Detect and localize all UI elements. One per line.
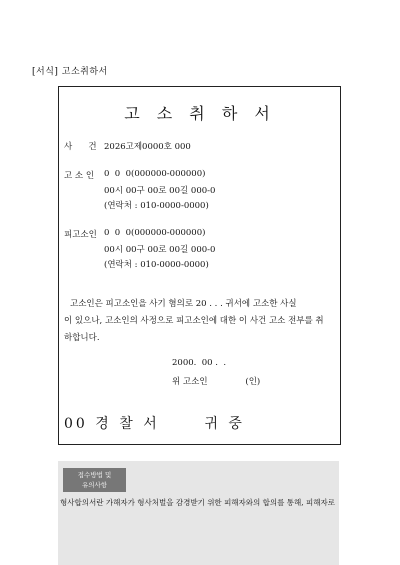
case-number: 2026고제0000호 000 [104,142,191,152]
form-label: [서식] 고소취하서 [32,67,108,77]
accused-address: 00시 00구 00로 00길 000-0 [104,245,216,255]
signature-line: 위 고소인 (인) [172,377,261,387]
addressee: 00 경 찰 서 귀 중 [64,416,245,432]
withdrawal-statement [64,296,336,347]
statement-line: 이 있으나, 고소인의 사정으로 피고소인에 대한 이 사건 고소 전부를 취 [64,316,324,326]
notes-tag-line: 접수방법 및 [77,471,112,479]
accused-label: 피고소인 [64,230,97,240]
statement-line: 고소인은 피고소인을 사기 혐의로 20 . . . 귀서에 고소한 사실 [70,299,297,309]
notes-text: 형사합의서란 가해자가 형사처벌을 감경받기 위한 피해자와의 합의를 통해, 피해자로 [60,498,336,507]
accused-name: 0 0 0(000000-000000) [104,228,206,238]
complainant-contact: (연락처 : 010-0000-0000) [104,201,209,211]
accused-contact: (연락처 : 010-0000-0000) [104,260,209,270]
statement-line: 하합니다. [64,333,100,343]
complainant-label: 고 소 인 [64,171,95,181]
document-date: 2000. 00 . . [172,358,227,368]
notes-box [58,461,339,565]
document-title: 고 소 취 하 서 [124,104,276,123]
notes-tag [63,468,126,492]
complainant-name: 0 0 0(000000-000000) [104,169,206,179]
case-label: 사 건 [64,142,97,152]
complainant-address: 00시 00구 00로 00길 000-0 [104,186,216,196]
notes-tag-line: 유의사항 [81,481,108,489]
